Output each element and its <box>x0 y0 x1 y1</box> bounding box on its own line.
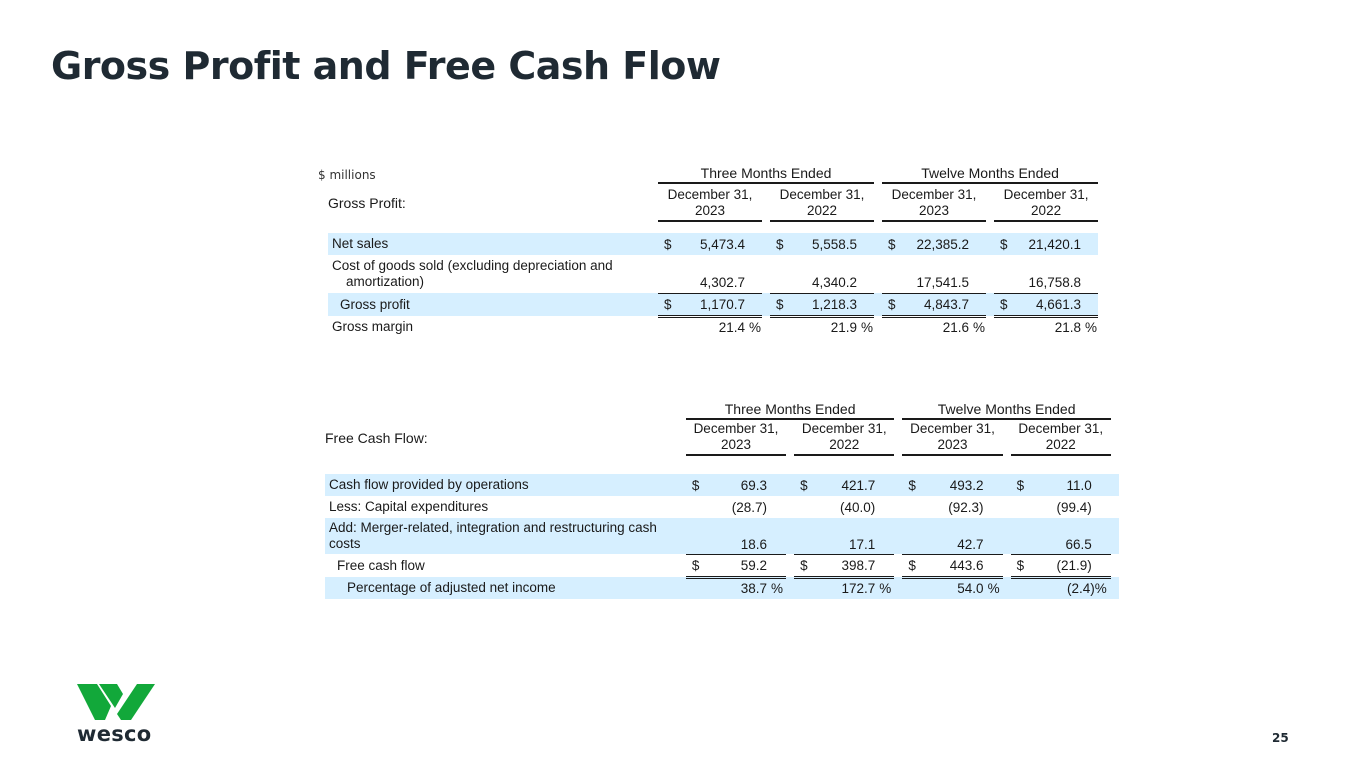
cell-value: 17,541.5 <box>904 255 972 293</box>
cell-value: 59.2 <box>708 554 770 577</box>
cell-value: 4,340.2 <box>792 255 860 293</box>
percent-sign: % <box>973 320 986 336</box>
currency-symbol: $ <box>794 554 816 577</box>
cell-value: (2.4) <box>1033 577 1095 599</box>
table-row <box>325 577 1119 599</box>
table-row <box>325 554 1119 577</box>
percent-sign: % <box>1095 577 1111 599</box>
column-header: December 31, 2022 <box>1011 420 1111 456</box>
table-row <box>325 518 1119 554</box>
currency-symbol: $ <box>658 233 680 255</box>
cell-value: 21.4 <box>718 320 745 336</box>
column-header: December 31, 2022 <box>994 184 1098 222</box>
table-row <box>325 474 1119 496</box>
table-row <box>325 496 1119 518</box>
column-header: December 31, 2023 <box>686 420 786 456</box>
column-header: December 31, 2023 <box>902 420 1002 456</box>
cell-value: 421.7 <box>816 474 878 496</box>
row-label: Add: Merger-related, integration and restructuring cash costs <box>325 518 686 554</box>
cell-value: 21.8 <box>1054 320 1082 336</box>
cell-value: 54.0 <box>924 577 986 599</box>
row-label: Percentage of adjusted net income <box>325 577 686 599</box>
page-title: Gross Profit and Free Cash Flow <box>51 44 721 88</box>
percent-sign: % <box>987 577 1003 599</box>
cell-value: (21.9) <box>1033 554 1095 577</box>
cell-value: 66.5 <box>1033 518 1095 554</box>
units-label: $ millions <box>318 168 376 182</box>
gross-profit-table <box>328 164 1106 338</box>
cell-value: 17.1 <box>816 518 878 554</box>
row-label: Free cash flow <box>337 557 425 573</box>
cell-value: 11.0 <box>1033 474 1095 496</box>
group-header-three-months: Three Months Ended <box>686 400 895 420</box>
page-number: 25 <box>1272 731 1289 745</box>
currency-symbol: $ <box>882 233 904 255</box>
currency-symbol: $ <box>994 293 1016 316</box>
section-label: Gross Profit: <box>328 195 406 211</box>
column-header: December 31, 2023 <box>658 184 762 222</box>
group-header-twelve-months: Twelve Months Ended <box>902 400 1111 420</box>
percent-sign: % <box>878 577 894 599</box>
column-header: December 31, 2022 <box>770 184 874 222</box>
row-label: Gross profit <box>328 293 658 316</box>
cell-value: 398.7 <box>816 554 878 577</box>
cell-value: (92.3) <box>948 499 984 515</box>
currency-symbol: $ <box>1011 554 1033 577</box>
section-label: Free Cash Flow: <box>325 430 428 446</box>
currency-symbol: $ <box>794 474 816 496</box>
cell-value: 5,473.4 <box>680 233 748 255</box>
cell-value: 16,758.8 <box>1016 255 1084 293</box>
currency-symbol: $ <box>658 293 680 316</box>
table-row <box>328 293 1106 316</box>
currency-symbol: $ <box>770 233 792 255</box>
cell-value: 38.7 <box>708 577 770 599</box>
cell-value: (99.4) <box>1056 499 1092 515</box>
currency-symbol: $ <box>1011 474 1033 496</box>
percent-sign: % <box>749 320 762 336</box>
currency-symbol: $ <box>994 233 1016 255</box>
percent-sign: % <box>1085 320 1098 336</box>
row-label: Cost of goods sold (excluding depreciation and amortization) <box>332 258 613 289</box>
currency-symbol: $ <box>686 474 708 496</box>
cell-value: (40.0) <box>840 499 876 515</box>
cell-value: 4,302.7 <box>680 255 748 293</box>
column-header: December 31, 2022 <box>794 420 894 456</box>
percent-sign: % <box>770 577 786 599</box>
currency-symbol: $ <box>770 293 792 316</box>
cell-value: 21,420.1 <box>1016 233 1084 255</box>
table-row <box>328 255 1106 293</box>
group-header-twelve-months: Twelve Months Ended <box>882 164 1098 184</box>
cell-value: 22,385.2 <box>904 233 972 255</box>
currency-symbol: $ <box>686 554 708 577</box>
cell-value: 4,843.7 <box>904 293 972 316</box>
cell-value: 21.9 <box>830 320 857 336</box>
wesco-w-logo-icon <box>77 684 157 722</box>
cell-value: 18.6 <box>708 518 770 554</box>
cell-value: 493.2 <box>924 474 986 496</box>
cell-value: 443.6 <box>924 554 986 577</box>
cell-value: 21.6 <box>942 320 970 336</box>
cell-value: (28.7) <box>731 499 768 515</box>
table-row <box>328 316 1106 338</box>
row-label: Cash flow provided by operations <box>325 474 686 496</box>
currency-symbol: $ <box>882 293 904 316</box>
group-header-three-months: Three Months Ended <box>658 164 874 184</box>
cell-value: 4,661.3 <box>1016 293 1084 316</box>
cell-value: 69.3 <box>708 474 770 496</box>
row-label: Gross margin <box>332 319 414 334</box>
row-label: Less: Capital expenditures <box>329 499 489 514</box>
cell-value: 172.7 <box>816 577 878 599</box>
row-label: Net sales <box>328 233 658 255</box>
column-header: December 31, 2023 <box>882 184 986 222</box>
wesco-wordmark: wesco <box>77 722 152 746</box>
cell-value: 5,558.5 <box>792 233 860 255</box>
percent-sign: % <box>861 320 874 336</box>
cell-value: 42.7 <box>924 518 986 554</box>
currency-symbol: $ <box>902 474 924 496</box>
cell-value: 1,170.7 <box>680 293 748 316</box>
table-row <box>328 233 1106 255</box>
free-cash-flow-table <box>325 400 1119 599</box>
currency-symbol: $ <box>902 554 924 577</box>
cell-value: 1,218.3 <box>792 293 860 316</box>
